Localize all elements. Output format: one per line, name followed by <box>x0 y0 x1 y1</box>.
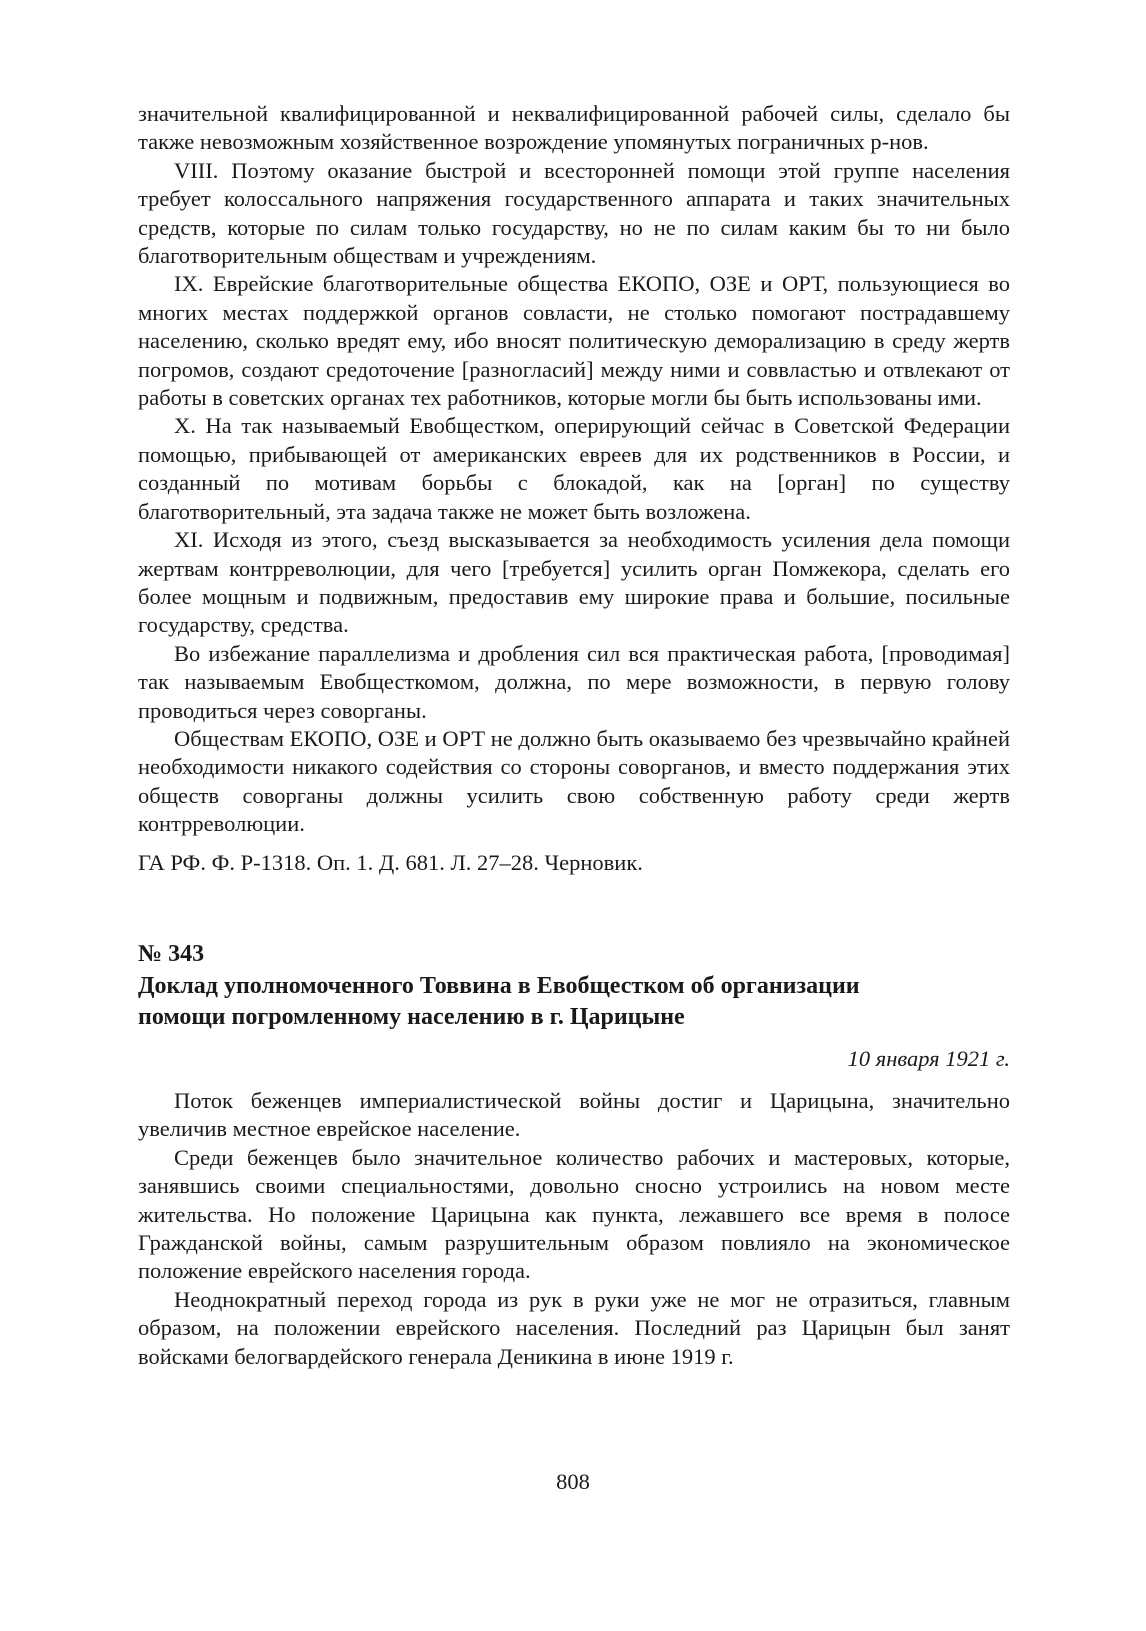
paragraph: Среди беженцев было значительное количество рабочих и мастеровых, которые, занявшись своими специальностями, довольно сносно устроились на новом месте жительства. Но положение Царицына как пункта, лежавшего все время в полосе Гражданской войны, самым разрушительным образом повлияло на экономическое положение еврейского населения города. <box>138 1144 1010 1284</box>
page-number: 808 <box>556 1469 590 1494</box>
page-content <box>138 100 1010 1371</box>
paragraph: значительной квалифицированной и неквалифицированной рабочей силы, сделало бы также невозможным хозяйственное возрождение упомянутых пограничных р-нов. <box>138 101 1010 155</box>
document-date: 10 января 1921 г. <box>847 1045 1010 1071</box>
paragraph: Поток беженцев империалистической войны достиг и Царицына, значительно увеличив местное еврейское население. <box>138 1087 1010 1142</box>
paragraph: X. На так называемый Евобщестком, оперирующий сейчас в Советской Федерации помощью, прибывающей от американских евреев для их родственников в России, и созданный по мотивам борьбы с блокадой, как на [орган] по существу благотворительный, эта задача также не может быть возложена. <box>138 413 1010 524</box>
paragraph: Обществам ЕКОПО, ОЗЕ и ОРТ не должно быть оказываемо без чрезвычайно крайней необходимости никакого содействия со стороны соворганов, и вместо поддержания этих обществ соворганы должны усилить свою собственную работу среди жертв контрреволюции. <box>138 725 1010 837</box>
paragraph: Во избежание параллелизма и дробления сил вся практическая работа, [проводимая] так называемым Евобщесткомом, должна, по мере возможности, в первую голову проводиться через соворганы. <box>138 640 1010 723</box>
archive-source-citation: ГА РФ. Ф. Р-1318. Оп. 1. Д. 681. Л. 27–28. Черновик. <box>138 849 643 875</box>
document-number: № 343 <box>138 940 205 967</box>
paragraph: VIII. Поэтому оказание быстрой и всесторонней помощи этой группе населения требует колоссального напряжения государственного аппарата и таких значительных средств, которые по силам только государству, но не по силам каким бы то ни было благотворительным обществам и учреждениям. <box>138 157 1010 269</box>
paragraph: XI. Исходя из этого, съезд высказывается за необходимость усиления дела помощи жертвам контрреволюции, для чего [требуется] усилить орган Помжекора, сделать его более мощным и подвижным, предоставив ему широкие права и большие, посильные государству, средства. <box>138 527 1010 638</box>
paragraph: Неоднократный переход города из рук в руки уже не мог не отразиться, главным образом, на положении еврейского населения. Последний раз Царицын был занят войсками белогвардейского генерала Деникина в июне 1919 г. <box>138 1286 1010 1369</box>
paragraph: IX. Еврейские благотворительные общества ЕКОПО, ОЗЕ и ОРТ, пользующиеся во многих местах поддержкой органов совласти, не столько помогают пострадавшему населению, сколько вредят ему, ибо вносят политическую деморализацию в среду жертв погромов, создают средоточение [разногласий] между ними и соввластью и отвлекают от работы в советских органах тех работников, которые могли бы быть использованы ими. <box>138 271 1010 411</box>
document-title: Доклад уполномоченного Товвина в Евобщестком об организации помощи погромленному населению в г. Царицыне <box>138 972 860 1030</box>
